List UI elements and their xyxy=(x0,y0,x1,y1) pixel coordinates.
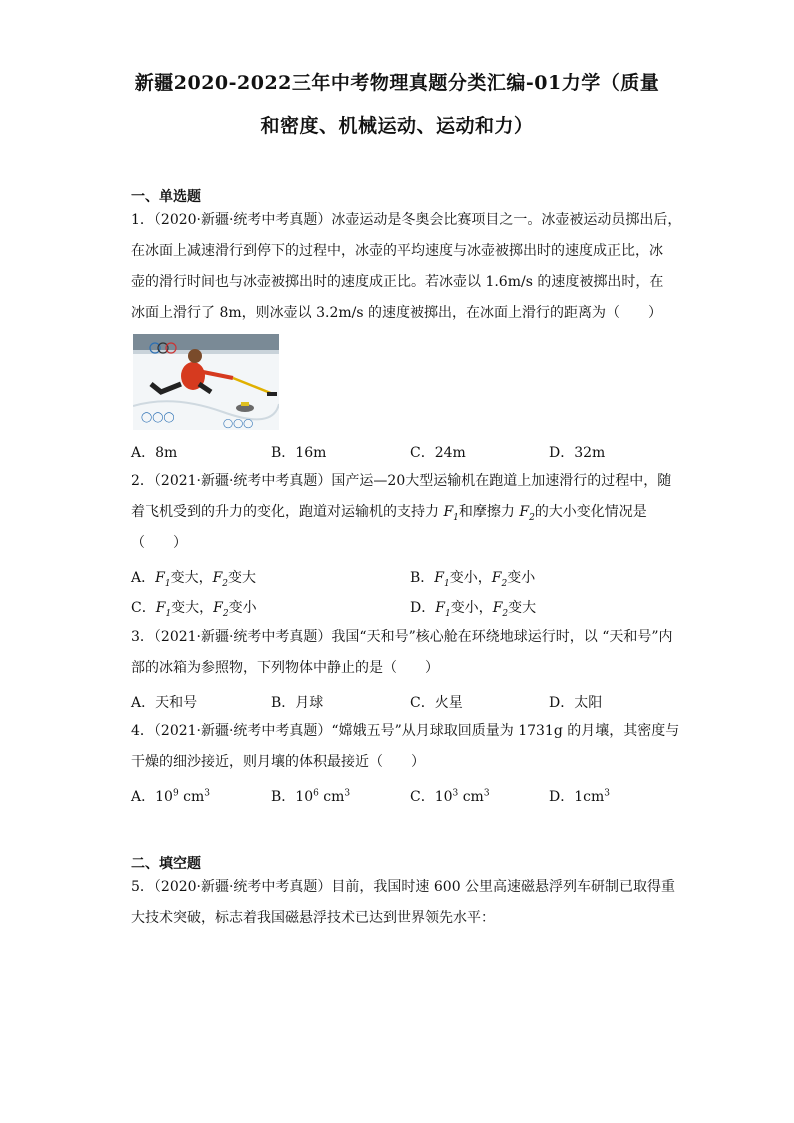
q4-option-b: B．$10^6$ $cm^3$ xyxy=(271,788,351,805)
section-heading-fill-in: 二、填空题 xyxy=(131,856,201,872)
q2-option-d: D．$F_1$变小，$F_2$变大 xyxy=(410,600,537,619)
curling-photo-svg xyxy=(133,334,279,430)
doc-title-line1: 新疆2020-2022三年中考物理真题分类汇编-01力学（质量 xyxy=(134,72,660,94)
q1-line1: 1．（2020·新疆·统考中考真题）冰壶运动是冬奥会比赛项目之一。冰壶被运动员掷出后， xyxy=(131,212,682,228)
q3-option-c: C．火星 xyxy=(410,695,463,711)
q2-option-b: B．$F_1$变小，$F_2$变小 xyxy=(410,570,536,589)
q3-line1: 3．（2021·新疆·统考中考真题）我国“天和号”核心舱在环绕地球运行时，以 “天和号”内 xyxy=(131,629,673,645)
q1-option-d: D．32m xyxy=(549,445,606,461)
q2-option-a: A．$F_1$变大，$F_2$变大 xyxy=(131,570,257,589)
q2-line2-mid: 和摩擦力 xyxy=(458,504,520,520)
q4-line1: 4．（2021·新疆·统考中考真题）“嫦娥五号”从月球取回质量为 1731g 的月壤，其密度与 xyxy=(131,723,680,739)
q2-line2-post: 的大小变化情况是 xyxy=(534,504,647,520)
q1-option-b: B．16m xyxy=(271,445,327,461)
q3-line2: 部的冰箱为参照物，下列物体中静止的是（ ） xyxy=(131,660,439,676)
q4-option-a: A．$10^9$ $cm^3$ xyxy=(131,788,210,805)
var-f2: $F_2$ xyxy=(519,504,535,523)
q1-line3: 壶的滑行时间也与冰壶被掷出时的速度成正比。若冰壶以 1.6m/s 的速度被掷出时，在 xyxy=(131,274,664,290)
q2-line2-pre: 着飞机受到的升力的变化，跑道对运输机的支持力 xyxy=(131,504,444,520)
svg-text:◯◯◯: ◯◯◯ xyxy=(223,419,254,429)
q4-line2: 干燥的细沙接近，则月壤的体积最接近（ ） xyxy=(131,754,425,770)
q4-option-d: D．$1cm^3$ xyxy=(549,788,610,805)
q1-option-c: C．24m xyxy=(410,445,466,461)
q1-line2: 在冰面上减速滑行到停下的过程中，冰壶的平均速度与冰壶被掷出时的速度成正比，冰 xyxy=(131,243,663,259)
q3-option-d: D．太阳 xyxy=(549,695,603,711)
q5-line1: 5．（2020·新疆·统考中考真题）目前，我国时速 600 公里高速磁悬浮列车研制已取得重 xyxy=(131,879,676,895)
q2-line1: 2．（2021·新疆·统考中考真题）国产运—20大型运输机在跑道上加速滑行的过程中，随 xyxy=(131,473,672,489)
q2-line3: （ ） xyxy=(131,535,187,551)
section-heading-single-choice: 一、单选题 xyxy=(131,189,201,205)
q3-option-b: B．月球 xyxy=(271,695,324,711)
var-f1: $F_1$ xyxy=(443,504,459,523)
svg-text:◯◯◯: ◯◯◯ xyxy=(141,412,175,423)
q2-option-c: C．$F_1$变大，$F_2$变小 xyxy=(131,600,257,619)
q5-line2: 大技术突破，标志着我国磁悬浮技术已达到世界领先水平： xyxy=(131,910,495,926)
q1-option-a: A．8m xyxy=(131,445,178,461)
curling-photo xyxy=(133,334,279,430)
q4-option-c: C．$10^3$ $cm^3$ xyxy=(410,788,490,805)
doc-title-line2: 和密度、机械运动、运动和力） xyxy=(260,115,534,137)
q1-line4: 冰面上滑行了 8m，则冰壶以 3.2m/s 的速度被掷出，在冰面上滑行的距离为（ ） xyxy=(131,305,662,321)
q3-option-a: A．天和号 xyxy=(131,695,198,711)
